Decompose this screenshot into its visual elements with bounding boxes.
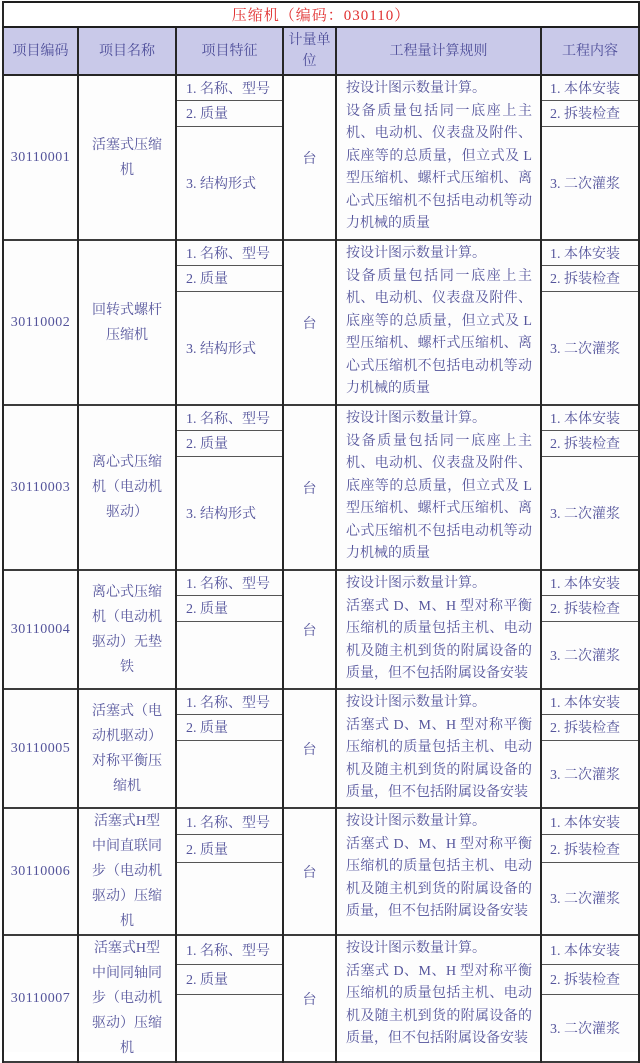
project-name: 活塞式H型中间直联同步（电动机驱动）压缩机 <box>78 808 176 935</box>
project-code: 30110002 <box>3 240 78 405</box>
rule-paragraph: 按设计图示数量计算。 <box>346 814 486 829</box>
project-code: 30110007 <box>3 935 78 1062</box>
calc-rules <box>336 689 541 808</box>
content-item: 1. 本体安装 <box>541 689 639 714</box>
column-header-code: 项目编码 <box>3 27 78 75</box>
calc-rules <box>336 405 541 570</box>
feature-item: 2. 质量 <box>176 835 283 863</box>
column-header-rules: 工程量计算规则 <box>336 27 541 75</box>
calc-rules <box>336 808 541 935</box>
column-header-name: 项目名称 <box>78 27 176 75</box>
unit-value: 台 <box>283 570 336 689</box>
content-item: 2. 拆装检查 <box>541 835 639 863</box>
content-item: 2. 拆装检查 <box>541 714 639 740</box>
column-header-contents: 工程内容 <box>541 27 639 75</box>
feature-item: 2. 质量 <box>176 265 283 291</box>
compressor-spec-table <box>2 1 640 1063</box>
project-code: 30110005 <box>3 689 78 808</box>
calc-rules <box>336 75 541 240</box>
rule-paragraph: 活塞式 D、M、H 型对称平衡压缩机的质量包括主机、电动机及随主机到货的附属设备的质量，但不包括附属设备安装 <box>346 963 532 1046</box>
project-name: 活塞式（电动机驱动）对称平衡压缩机 <box>78 689 176 808</box>
rule-paragraph: 活塞式 D、M、H 型对称平衡压缩机的质量包括主机、电动机及随主机到货的附属设备的质量，但不包括附属设备安装 <box>346 598 532 681</box>
table-row-30110005 <box>3 689 639 808</box>
rule-paragraph: 设备质量包括同一底座上主机、电动机、仪表盘及附件、底座等的总质量，但立式及 L 型压缩机、螺杆式压缩机、离心式压缩机不包括电动机等动力机械的质量 <box>346 103 532 231</box>
feature-item: 2. 质量 <box>176 430 283 456</box>
table-row-30110001 <box>3 75 639 240</box>
table-row-30110006 <box>3 808 639 935</box>
table-row-30110004 <box>3 570 639 689</box>
rule-paragraph: 按设计图示数量计算。 <box>346 695 486 710</box>
content-item: 1. 本体安装 <box>541 75 639 100</box>
feature-item: 1. 名称、型号 <box>176 570 283 595</box>
content-item: 2. 拆装检查 <box>541 595 639 621</box>
calc-rules <box>336 240 541 405</box>
rule-paragraph: 按设计图示数量计算。 <box>346 576 486 591</box>
content-item: 2. 拆装检查 <box>541 100 639 126</box>
table-title-row <box>3 2 639 27</box>
rule-paragraph: 设备质量包括同一底座上主机、电动机、仪表盘及附件、底座等的总质量，但立式及 L 型压缩机、螺杆式压缩机、离心式压缩机不包括电动机等动力机械的质量 <box>346 268 532 396</box>
rule-paragraph: 活塞式 D、M、H 型对称平衡压缩机的质量包括主机、电动机及随主机到货的附属设备的质量，但不包括附属设备安装 <box>346 717 532 800</box>
content-item: 1. 本体安装 <box>541 935 639 964</box>
unit-value: 台 <box>283 935 336 1062</box>
content-item: 3. 二次灌浆 <box>541 740 639 808</box>
unit-value: 台 <box>283 240 336 405</box>
rule-paragraph: 按设计图示数量计算。 <box>346 411 486 426</box>
project-code: 30110004 <box>3 570 78 689</box>
project-code: 30110003 <box>3 405 78 570</box>
project-name: 离心式压缩机（电动机驱动） <box>78 405 176 570</box>
content-item: 1. 本体安装 <box>541 240 639 265</box>
feature-item: 1. 名称、型号 <box>176 240 283 265</box>
content-item: 3. 二次灌浆 <box>541 621 639 689</box>
content-item: 3. 二次灌浆 <box>541 994 639 1062</box>
column-header-row <box>3 27 639 75</box>
table-title: 压缩机（编码：030110） <box>3 2 639 27</box>
feature-item <box>176 862 283 935</box>
rule-paragraph: 按设计图示数量计算。 <box>346 246 486 261</box>
content-item: 3. 二次灌浆 <box>541 291 639 405</box>
rule-paragraph: 按设计图示数量计算。 <box>346 81 486 96</box>
project-code: 30110001 <box>3 75 78 240</box>
table-row-30110003 <box>3 405 639 570</box>
content-item: 2. 拆装检查 <box>541 265 639 291</box>
rule-paragraph: 设备质量包括同一底座上主机、电动机、仪表盘及附件、底座等的总质量，但立式及 L 型压缩机、螺杆式压缩机、离心式压缩机不包括电动机等动力机械的质量 <box>346 433 532 561</box>
table-row-30110002 <box>3 240 639 405</box>
feature-item: 3. 结构形式 <box>176 456 283 570</box>
feature-item: 2. 质量 <box>176 714 283 740</box>
unit-value: 台 <box>283 405 336 570</box>
feature-item: 2. 质量 <box>176 964 283 994</box>
feature-item: 1. 名称、型号 <box>176 689 283 714</box>
feature-item <box>176 740 283 808</box>
calc-rules <box>336 570 541 689</box>
table-row-30110007 <box>3 935 639 1062</box>
feature-item: 1. 名称、型号 <box>176 75 283 100</box>
project-name: 回转式螺杆压缩机 <box>78 240 176 405</box>
project-name: 离心式压缩机（电动机驱动）无垫铁 <box>78 570 176 689</box>
feature-item: 2. 质量 <box>176 100 283 126</box>
calc-rules <box>336 935 541 1062</box>
feature-item: 1. 名称、型号 <box>176 808 283 835</box>
rule-paragraph: 按设计图示数量计算。 <box>346 941 486 956</box>
project-code: 30110006 <box>3 808 78 935</box>
content-item: 2. 拆装检查 <box>541 964 639 994</box>
feature-item: 1. 名称、型号 <box>176 405 283 430</box>
content-item: 1. 本体安装 <box>541 405 639 430</box>
feature-item <box>176 621 283 689</box>
feature-item: 3. 结构形式 <box>176 291 283 405</box>
content-item: 1. 本体安装 <box>541 570 639 595</box>
feature-item: 1. 名称、型号 <box>176 935 283 964</box>
content-item: 3. 二次灌浆 <box>541 862 639 935</box>
project-name: 活塞式H型中间同轴同步（电动机驱动）压缩机 <box>78 935 176 1062</box>
column-header-unit: 计量单位 <box>283 27 336 75</box>
content-item: 1. 本体安装 <box>541 808 639 835</box>
project-name: 活塞式压缩机 <box>78 75 176 240</box>
content-item: 3. 二次灌浆 <box>541 456 639 570</box>
unit-value: 台 <box>283 689 336 808</box>
feature-item: 3. 结构形式 <box>176 126 283 240</box>
feature-item: 2. 质量 <box>176 595 283 621</box>
unit-value: 台 <box>283 808 336 935</box>
unit-value: 台 <box>283 75 336 240</box>
content-item: 2. 拆装检查 <box>541 430 639 456</box>
column-header-features: 项目特征 <box>176 27 283 75</box>
rule-paragraph: 活塞式 D、M、H 型对称平衡压缩机的质量包括主机、电动机及随主机到货的附属设备的质量，但不包括附属设备安装 <box>346 836 532 919</box>
content-item: 3. 二次灌浆 <box>541 126 639 240</box>
